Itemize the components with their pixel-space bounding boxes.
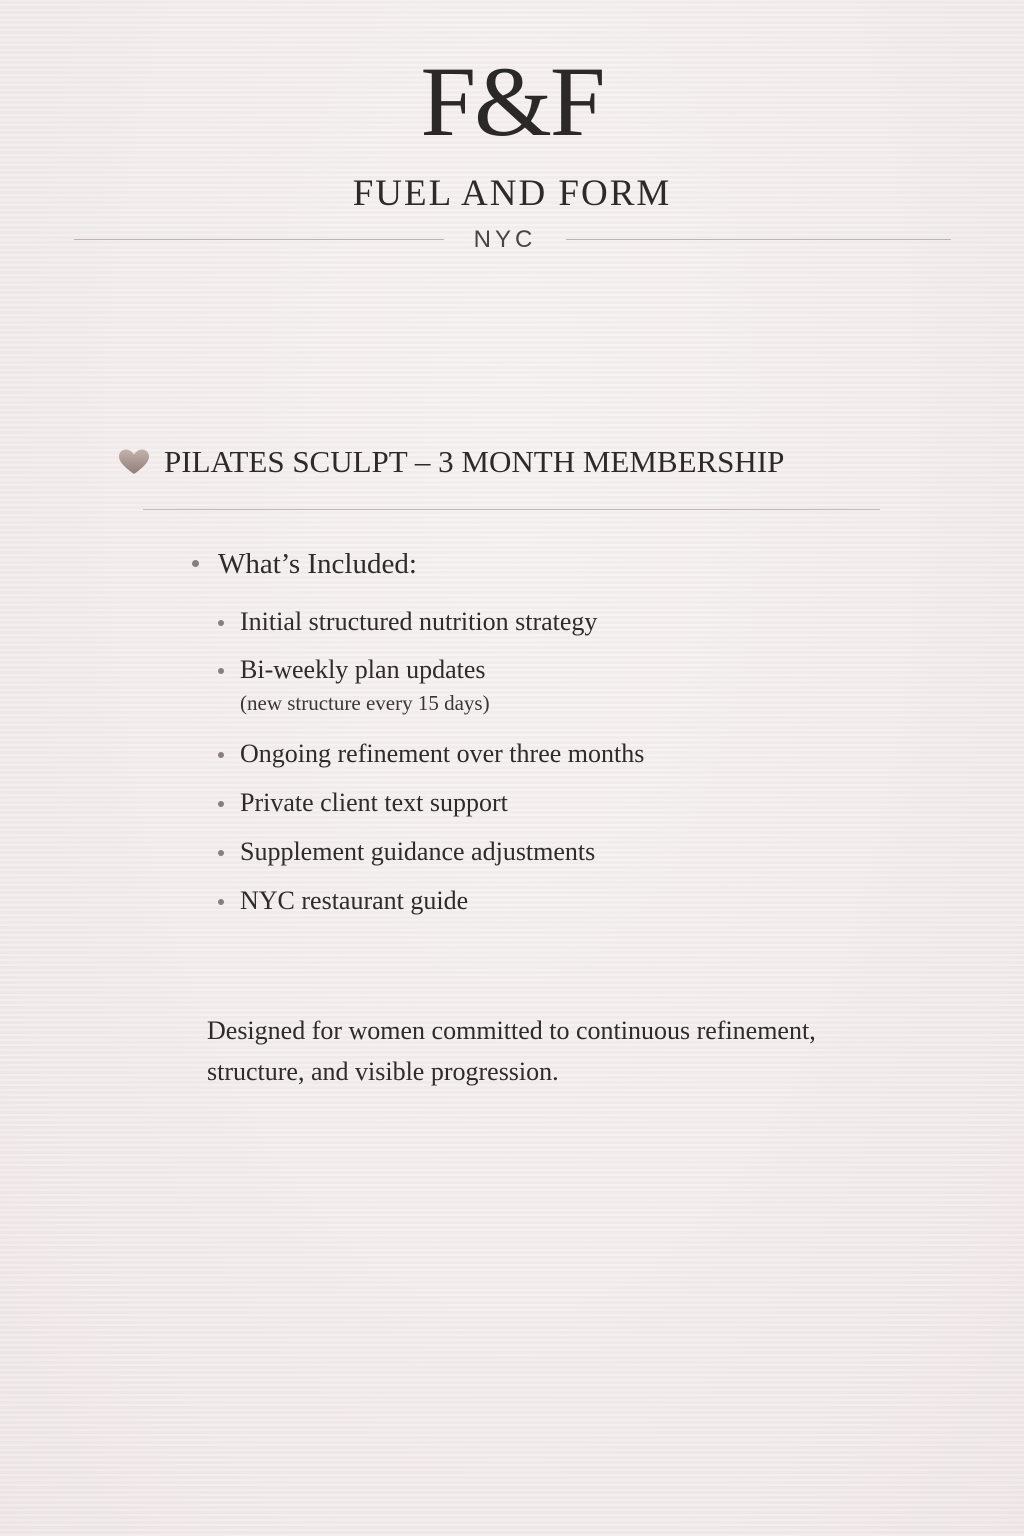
city-label: NYC: [473, 226, 537, 253]
included-heading: [192, 548, 417, 581]
list-item: [218, 834, 918, 870]
bullet-icon: [218, 801, 224, 807]
product-title: PILATES SCULPT – 3 MONTH MEMBERSHIP: [164, 444, 785, 479]
list-item-label: NYC restaurant guide: [240, 886, 469, 915]
title-divider: [143, 509, 880, 510]
city-row: [74, 226, 951, 256]
bullet-icon: [218, 752, 224, 758]
brand-monogram: F&F: [420, 46, 604, 157]
bullet-icon: [218, 899, 224, 905]
list-item: [218, 785, 918, 821]
divider-right: [566, 239, 951, 240]
list-item-label: Bi-weekly plan updates: [240, 655, 486, 684]
list-item: [218, 652, 918, 718]
product-title-row: [118, 444, 898, 484]
list-item-label: Supplement guidance adjustments: [240, 837, 596, 866]
brand-name: FUEL AND FORM: [352, 173, 672, 214]
list-item: [218, 604, 918, 640]
list-item-label: Initial structured nutrition strategy: [240, 607, 598, 636]
list-item-label: Private client text support: [240, 788, 508, 817]
closing-statement: Designed for women committed to continuous refinement, structure, and visible progression.: [207, 1016, 816, 1086]
bullet-icon: [218, 850, 224, 856]
list-item-note: (new structure every 15 days): [240, 691, 490, 715]
heart-icon: [118, 448, 150, 476]
list-item: [218, 736, 918, 772]
bullet-icon: [218, 620, 224, 626]
bullet-icon: [192, 560, 199, 567]
included-heading-label: What’s Included:: [218, 548, 417, 580]
list-item: [218, 883, 918, 919]
divider-left: [74, 239, 444, 240]
bullet-icon: [218, 668, 224, 674]
included-list: [218, 604, 918, 919]
list-item-label: Ongoing refinement over three months: [240, 739, 645, 768]
